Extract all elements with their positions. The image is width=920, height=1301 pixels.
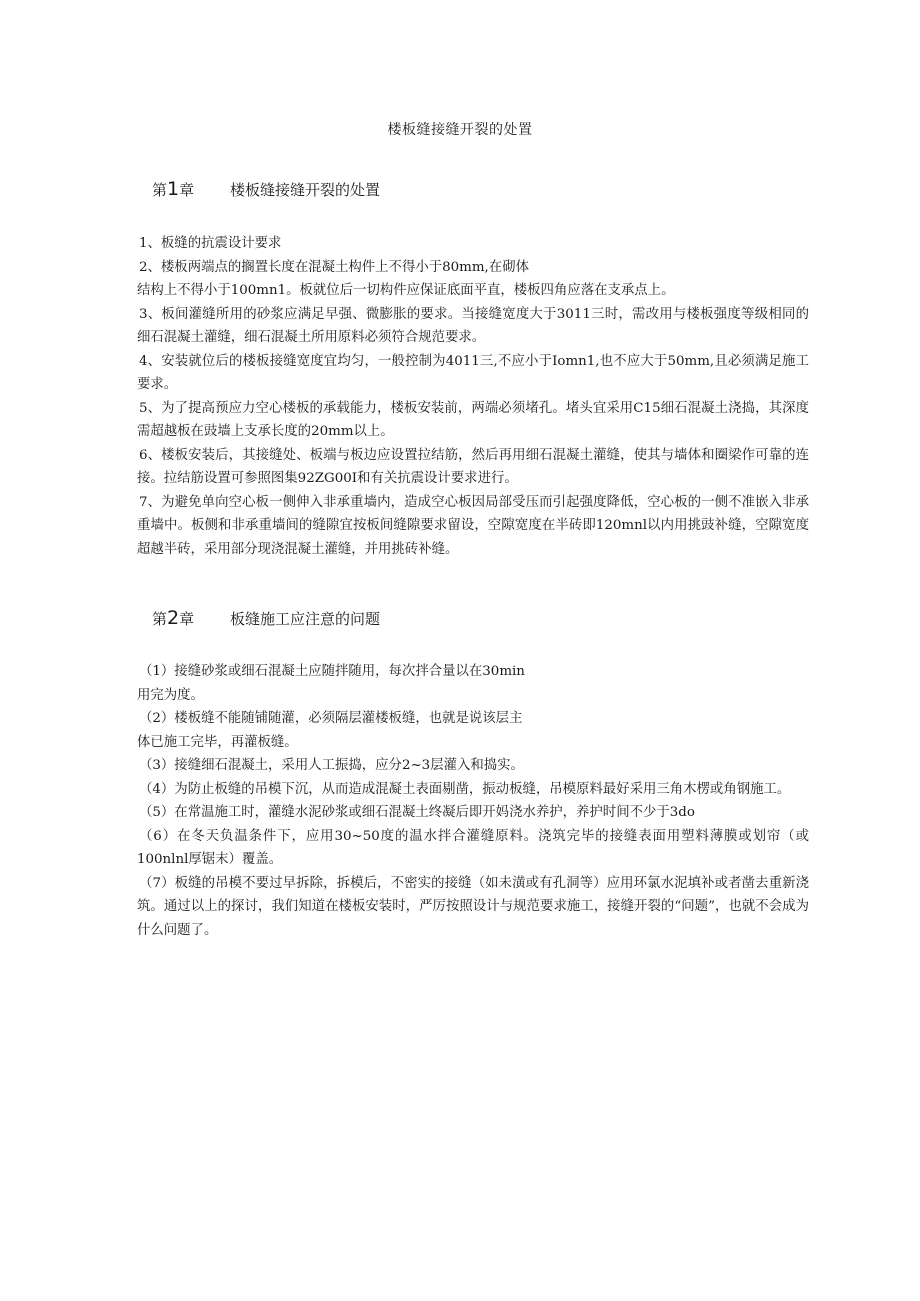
chapter-2-heading [152,607,380,629]
paragraph: 7、为避免单向空心板一侧伸入非承重墙内，造成空心板因局部受压而引起强度降低，空心板的一侧不准嵌入非承重墙中。板侧和非承重墙间的缝隙宜按板间缝隙要求留设，空隙宽度在半砖即120mnl以内用挑豉补缝，空隙宽度超越半砖，采用部分现浇混凝土灌缝，并用挑砖补缝。 [137,494,809,557]
paragraph: 4、安装就位后的楼板接缝宽度宜均匀，一般控制为4011三,不应小于Iomn1,也不应大于50mm,且必须满足施工要求。 [137,353,809,392]
document-title: 楼板缝接缝开裂的处置 [387,122,533,138]
paragraph: （3）接缝细石混凝土，采用人工振捣，应分2~3层灌入和捣实。 [139,758,524,773]
chapter-2-body [137,660,809,942]
paragraph: 2、楼板两端点的搁置长度在混凝土构件上不得小于80mm,在砌体 [139,259,529,275]
chapter-1-body [137,232,809,561]
chapter-2-title: 板缝施工应注意的问题 [230,610,381,628]
paragraph: （5）在常温施工时，灌缝水泥砂浆或细石混凝土终凝后即开妈浇水养护，养护时间不少于3do [139,805,695,820]
paragraph: 结构上不得小于100mn1。板就位后一切构件应保证底面平直，楼板四角应落在支承点上。 [137,283,675,298]
paragraph: 体已施工完毕，再灌板缝。 [137,734,298,750]
paragraph: （6）在冬天负温条件下，应用30~50度的温水拌合灌缝原料。浇筑完毕的接缝表面用塑料薄膜或划帘（或100nlnl厚锯末）覆盖。 [137,828,809,867]
paragraph: 1、板缝的抗震设计要求 [139,236,282,251]
chapter-1-title: 楼板缝接缝开裂的处置 [230,181,381,199]
paragraph: 5、为了提高预应力空心楼板的承载能力，楼板安装前，两端必须堵孔。堵头宜采用C15细石混凝土浇捣，其深度需超越板在豉墙上支承长度的20mm以上。 [137,400,809,439]
paragraph: 3、板间灌缝所用的砂浆应满足早强、微膨胀的要求。当接缝宽度大于3011三时，需改用与楼板强度等级相同的细石混凝土灌缝，细石混凝土所用原料必须符合规范要求。 [137,306,809,345]
paragraph: （1）接缝砂浆或细石混凝土应随拌随用，每次拌合量以在30min [139,664,525,679]
chapter-1-number: 第1章 [152,178,195,200]
paragraph: （7）板缝的吊模不要过早拆除，拆模后，不密实的接缝（如未潢或有孔洞等）应用环氯水泥填补或者凿去重新浇筑。通过以上的探讨，我们知道在楼板安装时，严厉按照设计与规范要求施工，接缝开裂的“问题”，也就不会成为什么问题了。 [137,875,809,938]
chapter-2-number: 第2章 [152,607,195,629]
paragraph: 6、楼板安装后，其接缝处、板端与板边应设置拉结筋，然后再用细石混凝土灌缝，使其与墙体和圈梁作可靠的连接。拉结筋设置可参照图集92ZG00I和有关抗震设计要求进行。 [137,447,809,486]
paragraph: （2）楼板缝不能随铺随灌，必须隔层灌楼板缝，也就是说该层主 [139,711,523,726]
paragraph: （4）为防止板缝的吊模下沉，从而造成混凝土表面剔凿，振动板缝，吊模原料最好采用三角木楞或角钢施工。 [139,781,791,797]
chapter-1-heading [152,178,380,200]
paragraph: 用完为度。 [137,687,204,703]
